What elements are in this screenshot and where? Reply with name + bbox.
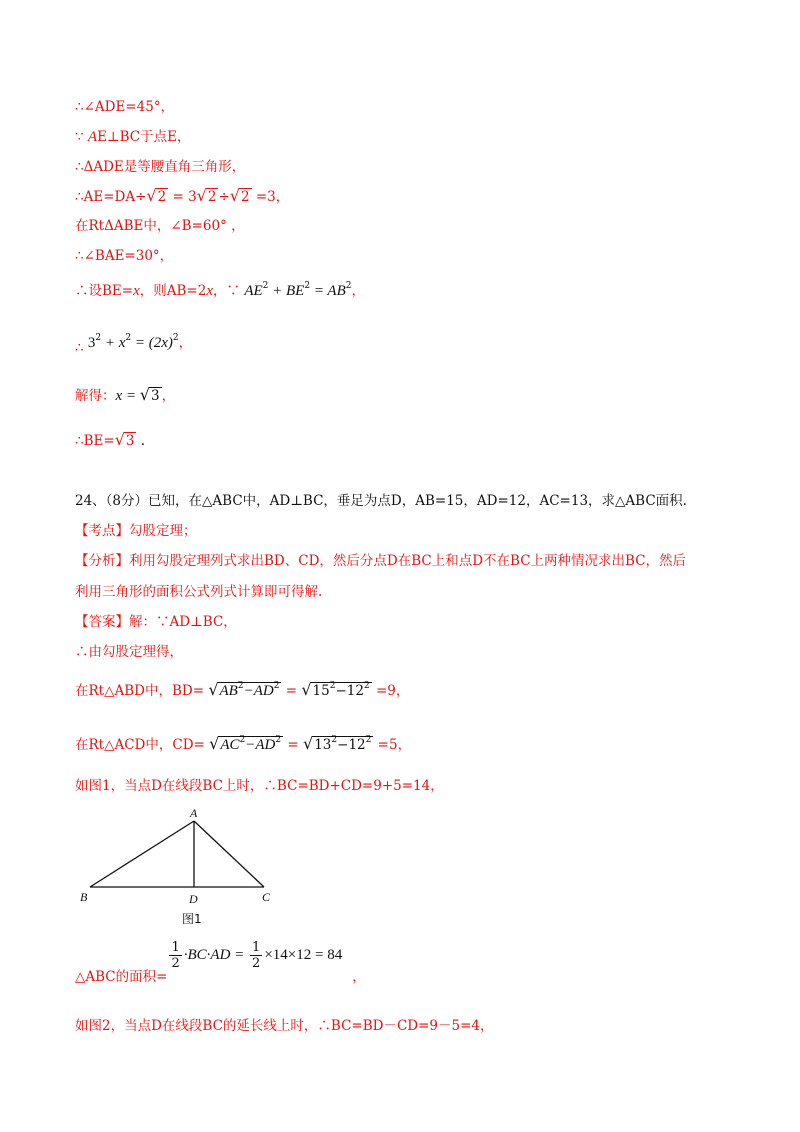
exponent: 2: [262, 281, 269, 291]
math-term: −AD: [243, 683, 274, 699]
radicand: [218, 682, 282, 701]
gougu: [75, 642, 183, 662]
exponent: 2: [237, 681, 244, 691]
radicand: 2: [207, 189, 217, 205]
segment-ab: [90, 821, 194, 887]
text: ∵: [75, 129, 88, 145]
line-be-value: [75, 430, 145, 451]
numerator: 1: [171, 940, 180, 955]
text: E⊥BC于点E，: [97, 129, 191, 145]
text: 在Rt△ABD中，BD=: [75, 683, 209, 699]
line-let-be-x: [75, 281, 365, 303]
question-24: [75, 491, 687, 511]
math-term: −AD: [245, 737, 276, 753]
math-term: AE: [244, 283, 263, 299]
exponent: 2: [239, 735, 246, 745]
text: 如图2，当点D在线段BC的延长线上时，∴BC=BD－CD=9－5=4，: [75, 1018, 494, 1034]
text: 在Rt△ACD中，CD=: [75, 737, 210, 753]
text: △ABC的面积=: [75, 969, 168, 985]
math-term: + x: [101, 335, 126, 351]
exponent: 2: [345, 281, 352, 291]
radical-sign: √: [196, 186, 207, 205]
radical-sign: √: [208, 680, 219, 699]
exponent: 2: [275, 735, 282, 745]
radical-sign: √: [139, 385, 150, 404]
denominator: 2: [171, 956, 180, 971]
line-area: [75, 940, 366, 986]
fenxi-2: [75, 582, 322, 602]
line-rt-abe: [75, 216, 245, 236]
line-fig1-case: [75, 776, 444, 796]
math-a: A: [87, 129, 98, 145]
radical-sign: √: [229, 186, 240, 205]
text: ∴ΔADE是等腰直角三角形，: [75, 159, 246, 175]
number: −12: [337, 737, 366, 753]
math-term: = (2x): [131, 335, 173, 351]
math-var: x: [133, 283, 140, 299]
line-cd: [75, 734, 411, 755]
text: ∴∠ADE=45°，: [75, 99, 175, 115]
numerator: 1: [252, 940, 261, 955]
text: 【答案】解：∵AD⊥BC，: [75, 614, 237, 630]
text: 【考点】勾股定理；: [75, 523, 197, 539]
line-angle-bae: [75, 246, 173, 266]
radical-sign: √: [209, 734, 220, 753]
line-angle-ade: [75, 97, 174, 117]
radical-sign: √: [303, 734, 314, 753]
radicand: [311, 682, 372, 701]
text: ÷: [218, 189, 230, 205]
math-term: ×14×12 = 84: [264, 947, 343, 963]
exponent: 2: [172, 333, 179, 343]
line-bd: [75, 680, 409, 701]
math-term: + BE: [268, 283, 305, 299]
label-d: D: [189, 892, 198, 906]
exponent: 2: [365, 735, 372, 745]
line-ae-perp-bc: [75, 127, 190, 147]
line-isosceles: [75, 157, 245, 177]
math-term: AB: [219, 683, 238, 699]
radicand: 3: [125, 433, 135, 449]
exponent: 2: [329, 681, 336, 691]
kaodian: [75, 521, 197, 541]
text: ∴: [75, 340, 88, 356]
text: ∴BE=: [75, 433, 115, 449]
text: .: [136, 433, 146, 449]
text: 【分析】利用勾股定理列式求出BD、CD，然后分点D在BC上和点D不在BC上两种情况求出BC，然后: [75, 553, 687, 569]
text: 在RtΔABE中，∠B=60° ，: [75, 218, 245, 234]
math-term: ·BC·AD =: [183, 947, 249, 963]
radicand: [312, 736, 373, 755]
number: 13: [314, 737, 332, 753]
text: ，: [178, 335, 193, 351]
text: =9，: [371, 683, 410, 699]
text: = 3: [168, 189, 197, 205]
text: ，则AB=2: [139, 283, 207, 299]
text: =: [283, 737, 304, 753]
radicand: 2: [240, 189, 250, 205]
text: 24、（8分）已知，在△ABC中，AD⊥BC，垂足为点D，AB=15，AD=12，AC=13，求△ABC面积.: [75, 493, 687, 509]
text: ，∵: [213, 283, 245, 299]
fenxi-1: [75, 551, 686, 571]
radicand: 3: [150, 388, 160, 404]
denominator: 2: [252, 956, 261, 971]
label-a: A: [190, 806, 198, 820]
math-term: 3: [87, 335, 96, 351]
segment-ac: [194, 821, 264, 887]
label-c: C: [262, 890, 271, 904]
radical-sign: √: [301, 680, 312, 699]
fraction: [250, 940, 262, 971]
text: =: [281, 683, 302, 699]
text: ，: [351, 283, 365, 299]
exponent: 2: [363, 681, 370, 691]
figure-caption: 图1: [182, 912, 202, 926]
exponent: 2: [273, 681, 280, 691]
text: ∴设BE=: [75, 283, 134, 299]
fraction: [169, 940, 181, 971]
radical-sign: √: [146, 186, 157, 205]
text: 解得：: [75, 388, 116, 404]
math-term: = AB: [310, 283, 346, 299]
triangle-figure-1: [76, 803, 296, 933]
text: ∴∠BAE=30°，: [75, 248, 174, 264]
line-fig2-case: [75, 1016, 494, 1036]
text: ，: [352, 969, 366, 985]
number: 15: [312, 683, 330, 699]
radical-sign: √: [114, 430, 125, 449]
math-term: x =: [115, 388, 140, 404]
line-equation: [75, 333, 192, 355]
text: ∴AE=DA÷: [75, 189, 147, 205]
radicand: 2: [157, 189, 167, 205]
text: ∴由勾股定理得，: [75, 644, 183, 660]
text: =3，: [251, 189, 290, 205]
exponent: 2: [304, 281, 311, 291]
text: ，: [161, 388, 176, 404]
line-solve: [75, 385, 175, 406]
area-formula: [167, 940, 342, 971]
number: −12: [335, 683, 364, 699]
text: 利用三角形的面积公式列式计算即可得解.: [75, 584, 323, 600]
radicand: [218, 736, 283, 755]
text: 如图1，当点D在线段BC上时，∴BC=BD+CD=9+5=14，: [75, 778, 444, 794]
exponent: 2: [331, 735, 338, 745]
daan: [75, 612, 237, 632]
math-var: x: [206, 283, 214, 299]
exponent: 2: [125, 333, 132, 343]
label-b: B: [80, 890, 88, 904]
math-term: AC: [220, 737, 240, 753]
text: =5，: [373, 737, 412, 753]
line-ae-value: [75, 186, 289, 207]
exponent: 2: [95, 333, 102, 343]
